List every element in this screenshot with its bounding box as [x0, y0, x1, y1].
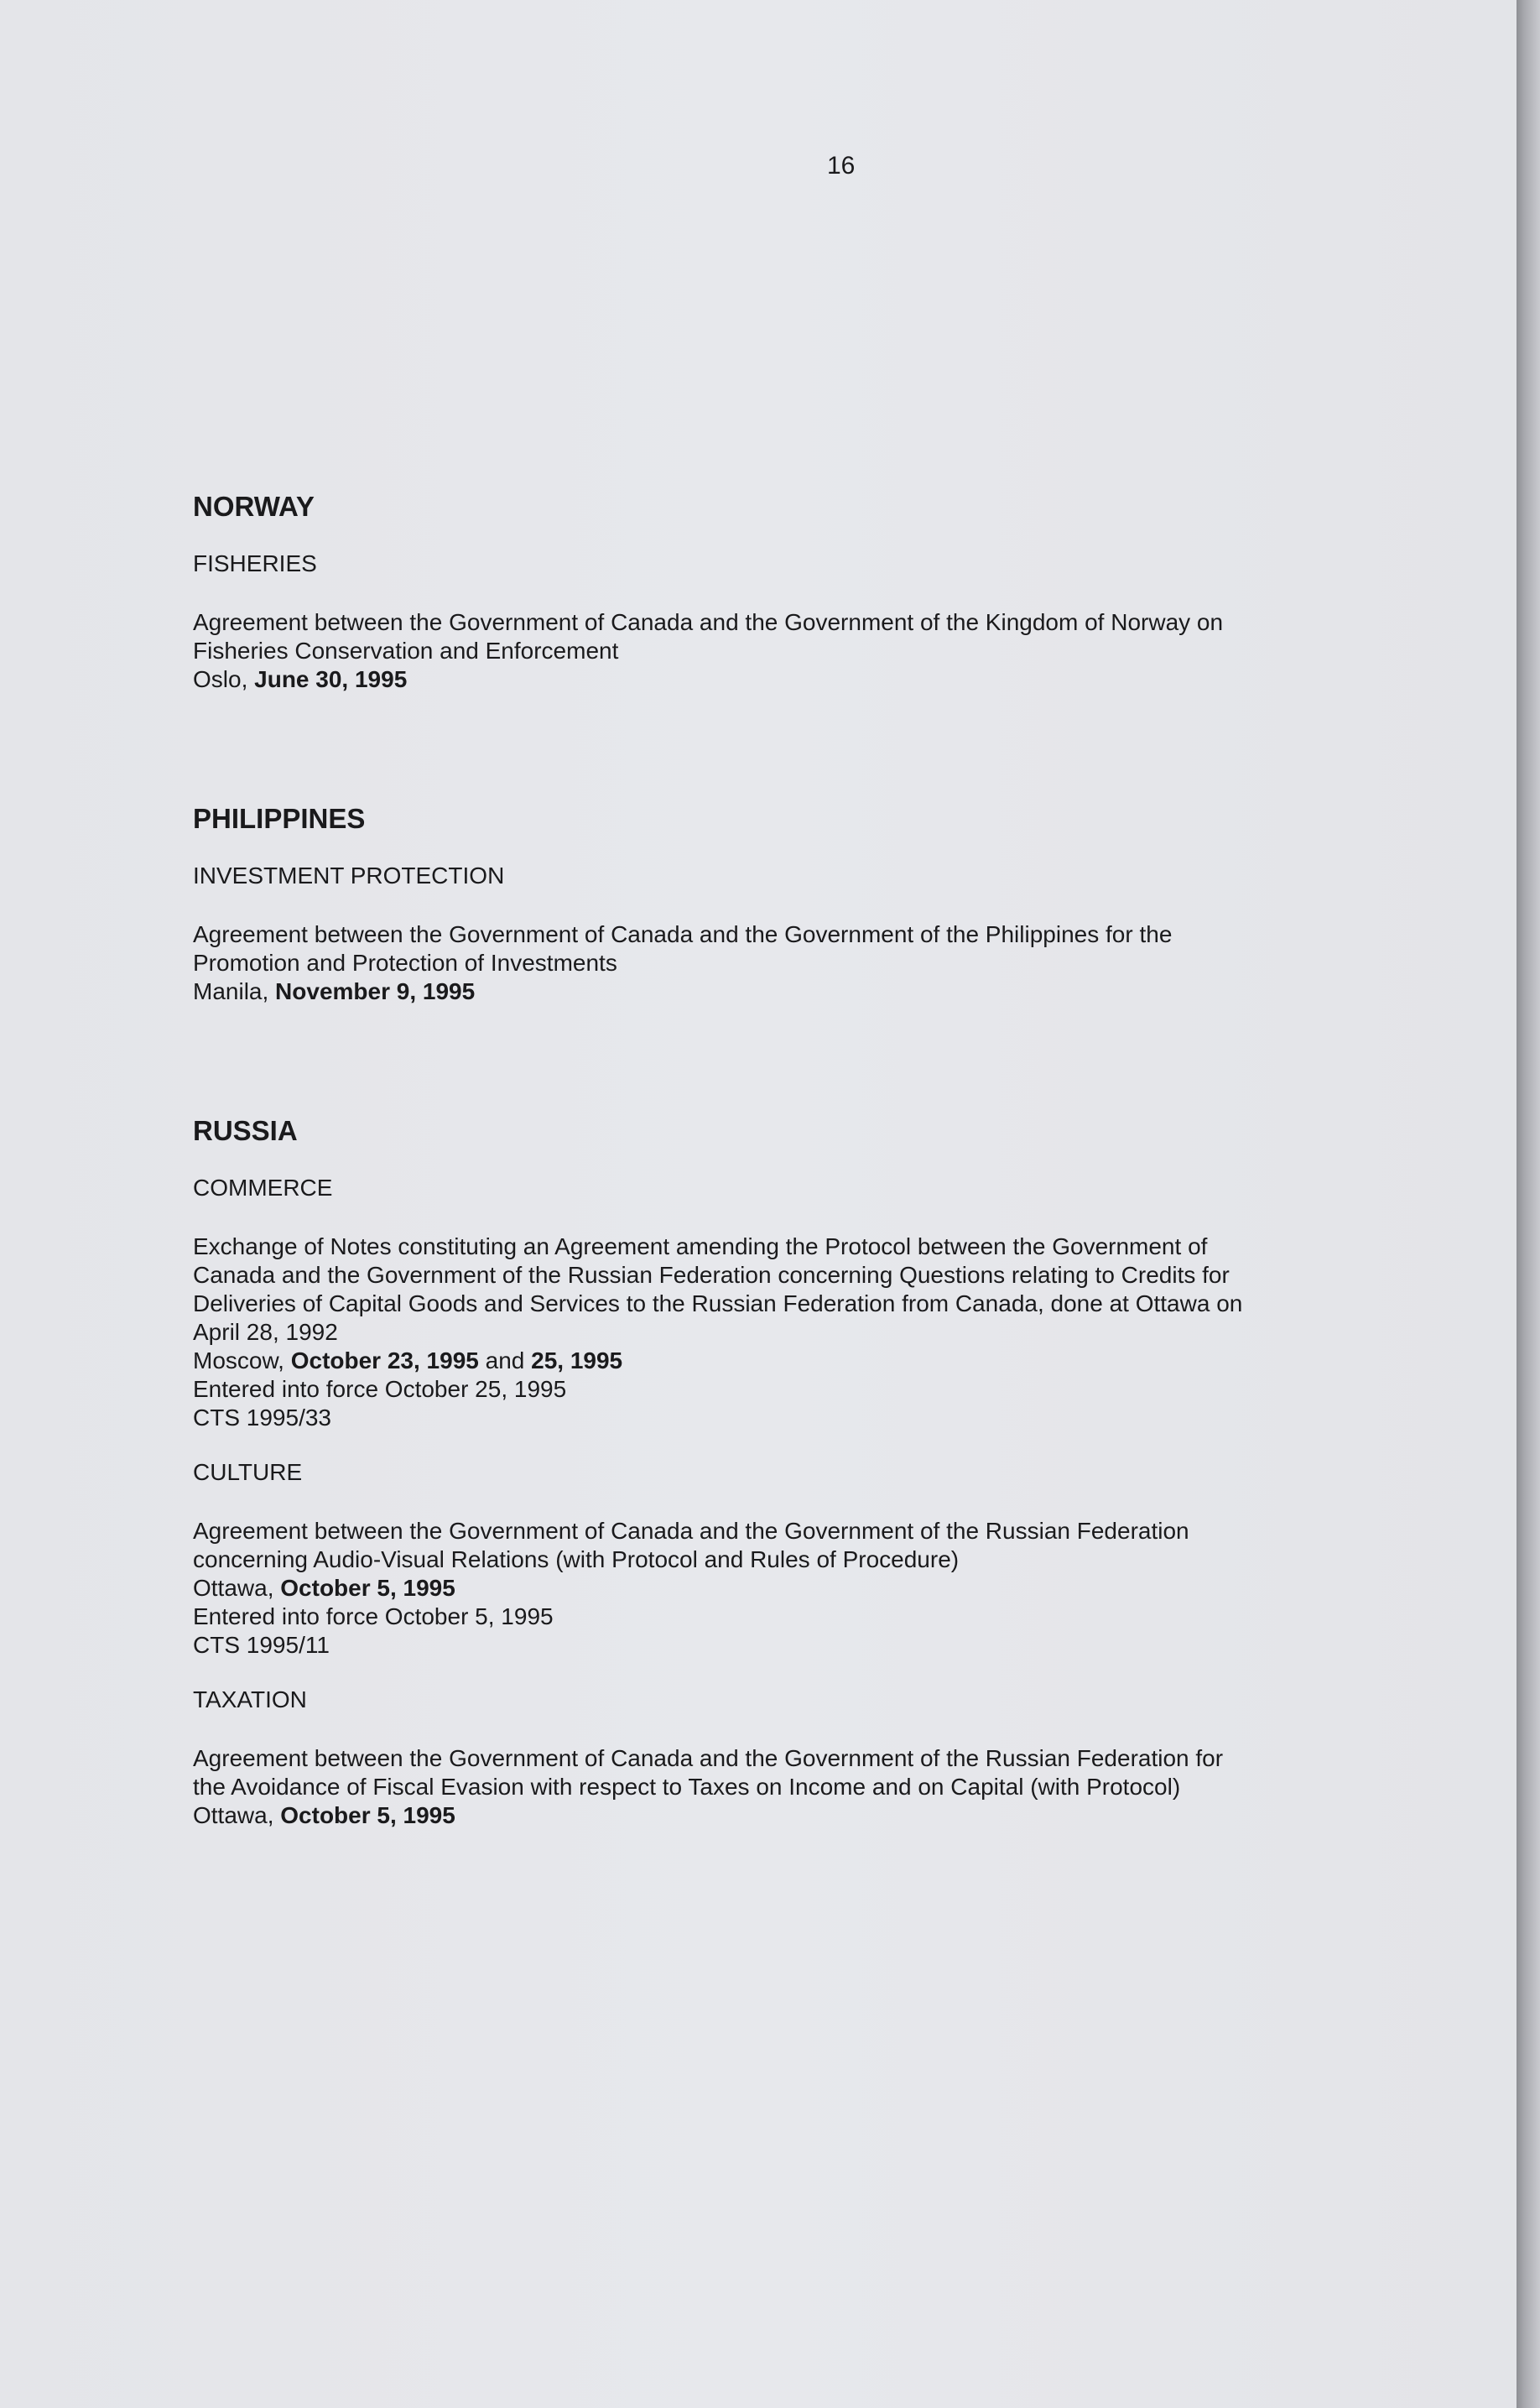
category-heading: CULTURE [193, 1459, 303, 1485]
treaty-cts: CTS 1995/33 [193, 1405, 331, 1431]
treaty-date-second: 25, 1995 [531, 1347, 623, 1373]
treaty-title-line: the Avoidance of Fiscal Evasion with respect to Taxes on Income and on Capital (with Protocol) [193, 1774, 1181, 1800]
treaty-title-line: Agreement between the Government of Canada and the Government of the Philippines for the [193, 921, 1173, 947]
treaty-entry [193, 1744, 1434, 1830]
section-philippines [193, 802, 1434, 1006]
treaty-title-line: Exchange of Notes constituting an Agreement amending the Protocol between the Government of [193, 1233, 1208, 1259]
treaty-date-joiner: and [478, 1347, 532, 1373]
treaty-place-date [193, 665, 1434, 694]
treaty-entry [193, 1517, 1434, 1660]
treaty-in-force: Entered into force October 25, 1995 [193, 1376, 567, 1402]
treaty-title-line: Agreement between the Government of Canada and the Government of the Russian Federation [193, 1518, 1189, 1544]
treaty-date: November 9, 1995 [275, 978, 476, 1004]
treaty-place: Ottawa, [193, 1802, 274, 1828]
treaty-date: June 30, 1995 [254, 666, 408, 692]
category-heading: COMMERCE [193, 1175, 333, 1201]
category-heading: TAXATION [193, 1686, 307, 1712]
treaty-cts: CTS 1995/11 [193, 1632, 330, 1658]
treaty-place: Moscow, [193, 1347, 284, 1373]
page-number: 16 [827, 152, 856, 180]
treaty-title-line: Fisheries Conservation and Enforcement [193, 638, 619, 664]
treaty-title-line: Deliveries of Capital Goods and Services to the Russian Federation from Canada, done at Ottawa on [193, 1290, 1243, 1316]
treaty-title-line: Agreement between the Government of Canada and the Government of the Russian Federation for [193, 1745, 1224, 1771]
treaty-title-line: concerning Audio-Visual Relations (with Protocol and Rules of Procedure) [193, 1546, 960, 1572]
treaty-title-line: Promotion and Protection of Investments [193, 950, 617, 976]
page-edge-shadow [1517, 0, 1540, 2408]
treaty-title-line: Agreement between the Government of Canada and the Government of the Kingdom of Norway on [193, 609, 1224, 635]
treaty-place-date [193, 1574, 1434, 1603]
treaty-title-line: Canada and the Government of the Russian Federation concerning Questions relating to Credits for [193, 1262, 1230, 1288]
category-heading: FISHERIES [193, 550, 317, 576]
treaty-title-line: April 28, 1992 [193, 1319, 338, 1345]
treaty-entry [193, 1233, 1434, 1432]
treaty-place: Manila, [193, 978, 269, 1004]
treaty-place: Ottawa, [193, 1575, 274, 1601]
treaty-place-date [193, 1801, 1434, 1830]
treaty-entry [193, 920, 1434, 1006]
country-heading: PHILIPPINES [193, 803, 366, 834]
treaty-place: Oslo, [193, 666, 248, 692]
treaty-date: October 5, 1995 [280, 1575, 455, 1601]
treaty-in-force: Entered into force October 5, 1995 [193, 1603, 554, 1629]
treaty-place-date [193, 977, 1434, 1006]
treaty-date: October 23, 1995 [290, 1347, 479, 1373]
country-heading: NORWAY [193, 491, 315, 522]
section-russia [193, 1114, 1434, 1830]
treaty-date: October 5, 1995 [280, 1802, 455, 1828]
country-heading: RUSSIA [193, 1115, 298, 1146]
category-heading: INVESTMENT PROTECTION [193, 863, 505, 889]
treaty-place-date [193, 1347, 1434, 1375]
section-norway [193, 490, 1434, 694]
treaty-entry [193, 608, 1434, 694]
